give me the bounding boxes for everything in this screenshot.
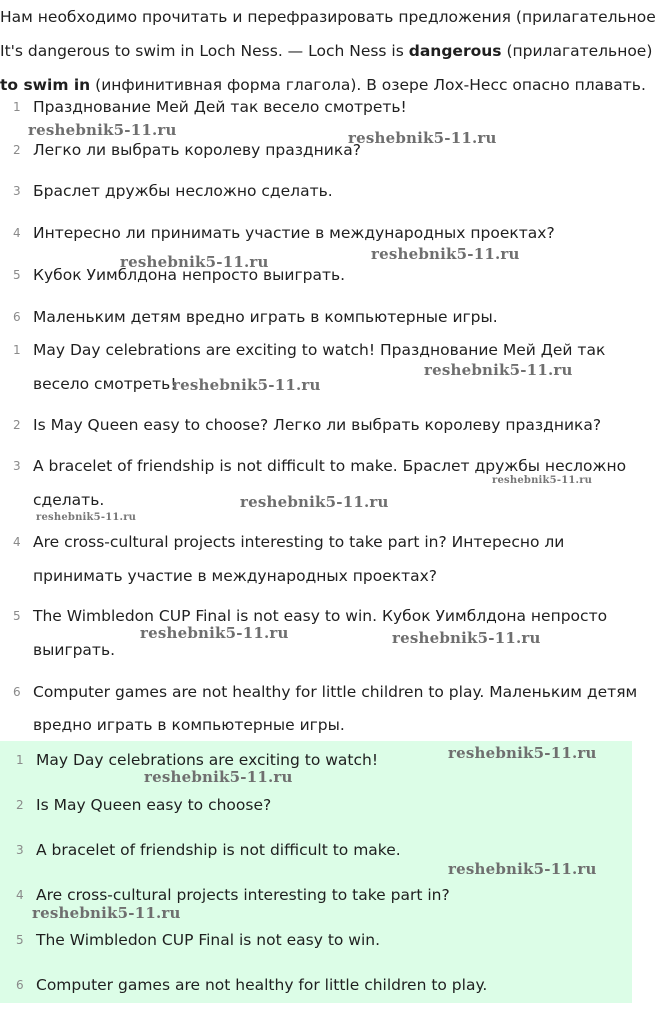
item-text: Интересно ли принимать участие в международных проектах? xyxy=(33,224,555,242)
item-text: Кубок Уимблдона непросто выиграть. xyxy=(33,266,346,284)
watermark: reshebnik5-11.ru xyxy=(172,376,321,394)
watermark: reshebnik5-11.ru xyxy=(36,512,137,523)
item-text-line-1: The Wimbledon CUP Final is not easy to win. Кубок Уимблдона непросто xyxy=(33,607,608,625)
watermark: reshebnik5-11.ru xyxy=(140,624,289,642)
watermark: reshebnik5-11.ru xyxy=(492,475,593,486)
item-text-line-1: Is May Queen easy to choose? Легко ли выбрать королеву праздника? xyxy=(33,416,602,434)
watermark: reshebnik5-11.ru xyxy=(424,361,573,379)
item-text: Is May Queen easy to choose? xyxy=(36,796,272,814)
item-text: The Wimbledon CUP Final is not easy to win. xyxy=(36,931,381,949)
watermark: reshebnik5-11.ru xyxy=(28,121,177,139)
item-text-line-2: вредно играть в компьютерные игры. xyxy=(33,716,345,734)
intro-line-2-a: It's dangerous to swim in Loch Ness. — Loch Ness is xyxy=(0,42,409,60)
intro-line-3-b: (инфинитивная форма глагола). В озере Лох-Несс опасно плавать. xyxy=(90,76,646,94)
item-text: Computer games are not healthy for little children to play. xyxy=(36,976,488,994)
item-text: Маленьким детям вредно играть в компьютерные игры. xyxy=(33,308,498,326)
watermark: reshebnik5-11.ru xyxy=(371,245,520,263)
intro-line-3-bold: to swim in xyxy=(0,76,91,94)
watermark: reshebnik5-11.ru xyxy=(348,129,497,147)
item-text: Are cross-cultural projects interesting to take part in? xyxy=(36,886,450,904)
item-number: 2 xyxy=(13,143,21,157)
item-number: 5 xyxy=(13,609,21,623)
item-number: 6 xyxy=(13,310,21,324)
intro-line-2 xyxy=(0,34,653,68)
item-text-line-1: May Day celebrations are exciting to watch! Празднование Мей Дей так xyxy=(33,341,606,359)
intro-line-2-c: (прилагательное) xyxy=(501,42,653,60)
item-text-line-2: сделать. xyxy=(33,491,105,509)
item-text-line-1: Are cross-cultural projects interesting to take part in? Интересно ли xyxy=(33,533,565,551)
item-number: 4 xyxy=(16,888,24,902)
watermark: reshebnik5-11.ru xyxy=(448,744,597,762)
watermark: reshebnik5-11.ru xyxy=(144,768,293,786)
item-number: 1 xyxy=(13,100,21,114)
intro-line-1: Нам необходимо прочитать и перефразировать предложения (прилагательное xyxy=(0,8,656,26)
item-number: 5 xyxy=(16,933,24,947)
item-text-line-2: принимать участие в международных проектах? xyxy=(33,567,438,585)
watermark: reshebnik5-11.ru xyxy=(392,629,541,647)
watermark: reshebnik5-11.ru xyxy=(120,253,269,271)
intro-line-2-bold: dangerous xyxy=(408,42,502,60)
watermark: reshebnik5-11.ru xyxy=(32,904,181,922)
item-text-line-1: Computer games are not healthy for little children to play. Маленьким детям xyxy=(33,683,638,701)
item-text-line-1: A bracelet of friendship is not difficult to make. Браслет дружбы несложно xyxy=(33,457,627,475)
item-number: 6 xyxy=(16,978,24,992)
intro-paragraph xyxy=(0,0,656,102)
watermark: reshebnik5-11.ru xyxy=(448,860,597,878)
item-number: 1 xyxy=(16,753,24,767)
watermark: reshebnik5-11.ru xyxy=(240,493,389,511)
item-text: Празднование Мей Дей так весело смотреть! xyxy=(33,98,407,116)
item-text-line-2: весело смотреть! xyxy=(33,375,177,393)
item-text: A bracelet of friendship is not difficult to make. xyxy=(36,841,401,859)
item-number: 3 xyxy=(16,843,24,857)
item-text: Легко ли выбрать королеву праздника? xyxy=(33,141,361,159)
item-number: 5 xyxy=(13,268,21,282)
item-number: 6 xyxy=(13,685,21,699)
item-number: 4 xyxy=(13,226,21,240)
item-number: 2 xyxy=(13,418,21,432)
item-number: 4 xyxy=(13,535,21,549)
item-text: Браслет дружбы несложно сделать. xyxy=(33,182,333,200)
item-text-line-2: выиграть. xyxy=(33,641,116,659)
item-number: 3 xyxy=(13,184,21,198)
item-number: 2 xyxy=(16,798,24,812)
item-number: 3 xyxy=(13,459,21,473)
item-text: May Day celebrations are exciting to watch! xyxy=(36,751,379,769)
item-number: 1 xyxy=(13,343,21,357)
